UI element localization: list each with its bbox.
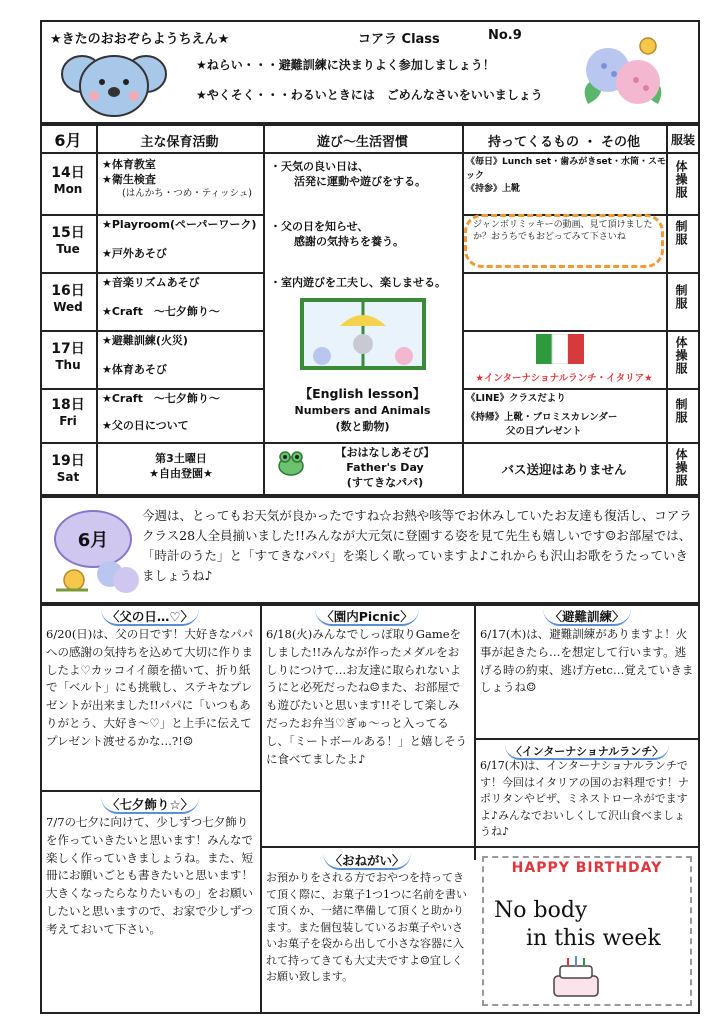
clothes-cell: 体操服 <box>674 160 688 199</box>
birthday-banner: HAPPY BIRTHDAY <box>511 860 663 876</box>
story-box: 【おはなしあそび】 Father's Day (すてきなパパ) <box>335 446 435 489</box>
clothes-cell: 制服 <box>674 220 688 246</box>
rainy-window-illustration <box>300 298 426 370</box>
intl-lunch-note: ★インターナショナルランチ・イタリア★ <box>475 373 653 384</box>
activity-cell: ★避難訓練(火災) ★体育あそび <box>102 334 188 376</box>
intl-lunch-body: 6/17(木)は、インターナショナルランチです！今回はイタリアの国のお料理です！ナポリタンやピザ、ミネストローネがでますよ♪みんなでおいしくして沢山食べましょうね♪ <box>480 759 689 838</box>
play-text: ・天気の良い日は、 活発に運動や遊びをする。 <box>270 160 426 188</box>
bring-friday: 《LINE》クラスだより 《持帰》上靴・ブロミスカレンダー 父の日プレゼント <box>466 393 618 438</box>
clothes-cell: 体操服 <box>674 336 688 375</box>
play-text: ・室内遊びを工夫し、楽しませる。 <box>270 276 446 289</box>
picnic-body: 6/18(火)みんなでしっぽ取りGameをしました!!みんなが作ったメダルをおしりにつけて…お友達に取られないようにと必死だったね☺また、お部屋でも遊びたいと思います!!そして楽しみだったお弁当♡ぎゅ～っと入ってるし、「ミートボールある！」と嬉しそうに食べてましたよ♪ <box>266 627 468 766</box>
picnic-title: 〈園内Picnic〉 <box>315 609 418 626</box>
school-name: ★きたのおおぞらようちえん★ <box>50 32 230 47</box>
play-text: ・父の日を知らせ、 感謝の気持ちを養う。 <box>270 220 404 248</box>
month-badge: 6月 <box>54 510 132 568</box>
col-play: 遊び～生活習慣 <box>316 135 408 150</box>
hydrangea-icon <box>568 34 678 120</box>
day-cell: 15日 Tue <box>51 225 85 256</box>
english-sub: Numbers and Animals <box>294 404 431 417</box>
english-title: 【English lesson】 <box>299 386 426 401</box>
col-activities: 主な保育活動 <box>140 135 219 150</box>
intl-lunch-title: 〈インターナショナルランチ〉 <box>505 745 670 760</box>
drill-title-wrap <box>474 606 700 625</box>
bring-daily: 《毎日》Lunch set・歯みがきset・水筒・スモック 《持参》上靴 <box>466 157 666 194</box>
birthday-message-2: in this week <box>526 926 661 951</box>
intl-title-wrap <box>474 740 700 759</box>
col-clothes: 服装 <box>670 133 695 147</box>
issue-number: No.9 <box>488 28 522 43</box>
tanabata-body: 7/7の七夕に向けて、少しずつ七夕飾りを作っていきたいと思います！みんなで楽しく作っていきましょうね。また、短冊にお願いごとも書きたいと思います！大きくなったらなりたいもの」をお願いしたいと思いますので、お家で少しずつ考えておいて下さい。 <box>46 815 253 936</box>
clothes-cell: 制服 <box>674 398 688 424</box>
clothes-cell: 制服 <box>674 284 688 310</box>
hydrangea-small-icon <box>94 556 140 596</box>
day-cell: 14日 Mon <box>51 165 85 196</box>
activity-cell: 第3土曜日 ★自由登園★ <box>149 452 213 480</box>
birthday-cake-icon <box>546 954 606 1000</box>
col-bring: 持ってくるもの ・ その他 <box>487 135 641 150</box>
frog-icon <box>276 448 306 478</box>
snail-icon <box>52 566 92 594</box>
tanabata-title: 〈七夕飾り☆〉 <box>101 797 199 814</box>
english-jp: (数と動物) <box>335 420 390 433</box>
clothes-cell: 体操服 <box>674 448 688 487</box>
month-label: 6月 <box>54 131 82 150</box>
italy-flag-icon <box>536 334 584 364</box>
koala-icon <box>60 42 168 120</box>
day-cell: 19日 Sat <box>51 453 85 484</box>
activity-cell: ★Craft ～七夕飾り～ ★父の日について <box>102 392 220 432</box>
aim-text: ★ねらい・・・避難訓練に決まりよく参加しましょう！ <box>196 58 495 72</box>
promise-text: ★やくそく・・・わるいときには ごめんなさいをいいましょう <box>196 88 543 102</box>
bus-note: バス送迎はありません <box>501 462 627 477</box>
weekly-message: 今週は、とってもお天気が良かったですね☆お熱や咳等でお休みしていたお友達も復活し、コアラクラス28人全員揃いました!!みんなが大元気に登園する姿を見て先生も嬉しいです☺お部屋では、「時計のうた」と「すてきなパパ」を楽しく歌っていますよ♪これからも沢山お歌をうたっていきましょうね♪ <box>142 508 692 583</box>
fathers-day-title: 〈父の日…♡〉 <box>101 609 199 626</box>
activity-cell: ★Playroom(ペーパーワーク) ★戸外あそび <box>102 218 257 260</box>
birthday-message-1: No body <box>494 898 588 923</box>
tanabata-title-wrap <box>40 794 260 813</box>
request-title: 〈おねがい〉 <box>323 853 410 870</box>
day-cell: 17日 Thu <box>51 341 85 372</box>
drill-title: 〈避難訓練〉 <box>543 609 630 626</box>
class-name: コアラ Class <box>358 32 440 47</box>
request-body: お預かりをされる方でおやつを持ってきて頂く際に、お菓子1つ1つに名前を書いて頂くか、一緒に準備して頂くと助かります。また個包装しているお菓子やいさいお菓子を袋から出して小さな容器に入れて持ってきても大丈夫ですよ☺宜しくお願い致します。 <box>266 871 467 983</box>
day-cell: 16日 Wed <box>51 283 85 314</box>
video-note: ジャンボリミッキーの動画、見て頂けましたか？おうちでもおどってみて下さいね <box>464 214 664 268</box>
activity-cell: ★体育教室 ★衛生検査 (はんかち・つめ・ティッシュ) <box>102 158 252 199</box>
fathers-title-wrap <box>40 606 260 625</box>
activity-cell: ★音楽リズムあそび ★Craft ～七夕飾り～ <box>102 276 220 318</box>
picnic-title-wrap <box>260 606 474 625</box>
day-cell: 18日 Fri <box>51 397 85 428</box>
fathers-day-body: 6/20(日)は、父の日です！大好きなパパへの感謝の気持ちを込めて大切に作りましたよ♡カッコイイ顔を描いて、折り紙で「ベルト」にも挑戦し、ステキなプレゼントが出来ました!!パパに「いつもありがとう、大好き～♡」と上手に伝えてプレゼント渡せるかな…?!☺ <box>46 627 254 748</box>
drill-body: 6/17(木)は、避難訓練がありますよ！火事が起きたら…を想定して行います。逃げる時の約束、逃げ方etc…覚えていきましょうね☺ <box>480 627 694 695</box>
request-title-wrap <box>260 850 474 869</box>
